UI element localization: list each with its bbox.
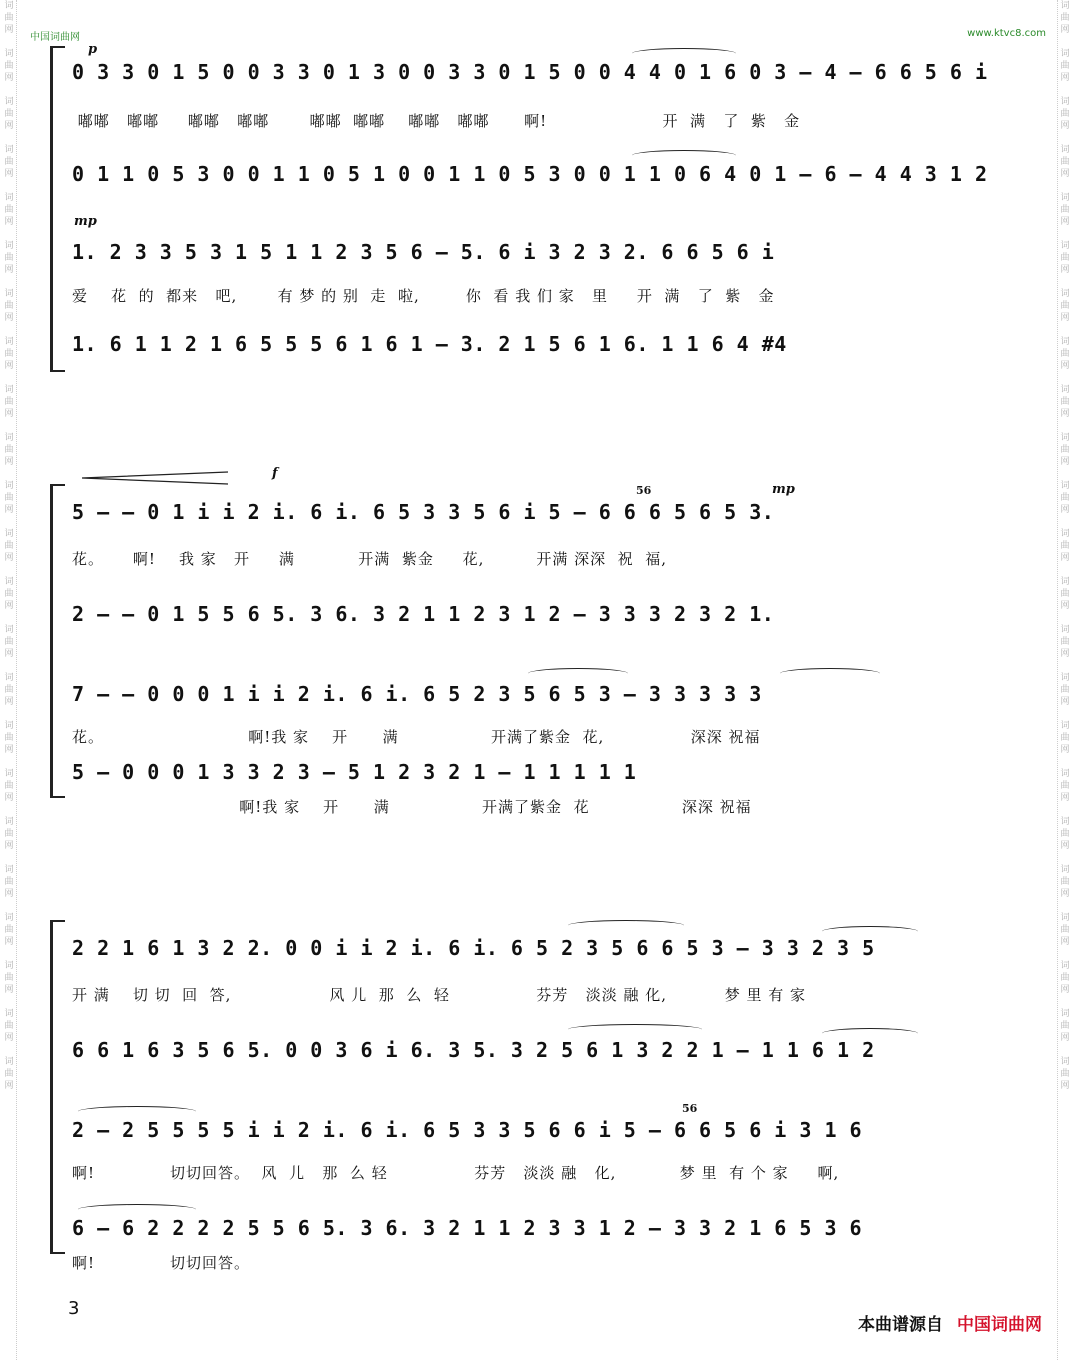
site-url-right[interactable]: www.ktvc8.com bbox=[967, 28, 1046, 39]
lyric-line: 啊! 切切回答。 风 儿 那 么 轻 芬芳 淡淡 融 化, 梦 里 有 个 家 啊, bbox=[72, 1164, 840, 1182]
staff-tenor-3 bbox=[72, 1118, 1017, 1154]
slur bbox=[632, 48, 736, 59]
staff-tenor-1 bbox=[72, 240, 1017, 276]
notation-line: 6 – 6 2 2 2 2 5 5 6 5. 3 6. 3 2 1 1 2 3 3 1 2 – 3 3 2 1 6 5 3 6 bbox=[72, 1216, 863, 1240]
notation-line: 5 – – 0 1 i i 2 i. 6 i. 6 5 3 3 5 6 i 5 – 6 6 6 5 6 5 3. bbox=[72, 500, 775, 524]
staff-bass-2 bbox=[72, 760, 1017, 796]
dynamic-marking: p bbox=[88, 42, 98, 57]
notation-line: 6 6 1 6 3 5 6 5. 0 0 3 6 i 6. 3 5. 3 2 5 6 1 3 2 2 1 – 1 1 6 1 2 bbox=[72, 1038, 875, 1062]
notation-line: 1. 2 3 3 5 3 1 5 1 1 2 3 5 6 – 5. 6 i 3 2 3 2. 6 6 5 6 i bbox=[72, 240, 775, 264]
lyric-line: 花。 啊!我 家 开 满 开满了紫金 花, 深深 祝福 bbox=[72, 728, 761, 746]
page-number: 3 bbox=[68, 1298, 80, 1319]
footer-site-link[interactable]: 中国词曲网 bbox=[957, 1315, 1042, 1335]
system-brace bbox=[50, 46, 53, 372]
grace-note: 56 bbox=[682, 1102, 698, 1115]
notation-line: 2 2 1 6 1 3 2 2. 0 0 i i 2 i. 6 i. 6 5 2 3 5 6 6 5 3 – 3 3 2 3 5 bbox=[72, 936, 875, 960]
staff-soprano-1 bbox=[72, 60, 1017, 96]
slur bbox=[78, 1106, 196, 1117]
notation-line: 0 3 3 0 1 5 0 0 3 3 0 1 3 0 0 3 3 0 1 5 0 0 4 4 0 1 6 0 3 – 4 – 6 6 5 6 i bbox=[72, 60, 988, 84]
lyric-line: 花。 啊! 我 家 开 满 开满 紫金 花, 开满 深深 祝 福, bbox=[72, 550, 667, 568]
slur bbox=[528, 668, 628, 679]
crescendo-hairpin bbox=[82, 470, 228, 486]
dynamic-marking: f bbox=[272, 466, 278, 481]
staff-bass-3 bbox=[72, 1216, 1017, 1252]
notation-line: 5 — 0 0 0 1 3 3 2 3 – 5 1 2 3 2 1 – 1 1 1 1 1 bbox=[72, 760, 637, 784]
staff-soprano-2 bbox=[72, 500, 1017, 536]
lyric-line: 爱 花 的 都来 吧, 有 梦 的 别 走 啦, 你 看 我 们 家 里 开 满 了 紫 金 bbox=[72, 287, 775, 305]
notation-line: 7 – – 0 0 0 1 i i 2 i. 6 i. 6 5 2 3 5 6 5 3 – 3 3 3 3 3 bbox=[72, 682, 762, 706]
footer-source-label: 本曲谱源自 bbox=[858, 1315, 943, 1335]
staff-bass-1 bbox=[72, 332, 1017, 368]
slur bbox=[632, 150, 736, 161]
staff-tenor-2 bbox=[72, 682, 1017, 718]
lyric-line: 啊!我 家 开 满 开满了紫金 花 深深 祝福 bbox=[72, 798, 752, 816]
slur bbox=[78, 1204, 196, 1215]
dynamic-marking: mp bbox=[772, 482, 795, 497]
notation-line: 0 1 1 0 5 3 0 0 1 1 0 5 1 0 0 1 1 0 5 3 0 0 1 1 0 6 4 0 1 – 6 – 4 4 3 1 2 bbox=[72, 162, 988, 186]
left-watermark-strip: 词 曲 网 词 曲 网 词 曲 网 词 曲 网 词 曲 网 词 曲 网 词 曲 网 词 曲 网 词 曲 网 词 曲 网 词 曲 网 词 曲 网 词 曲 网 词 曲 网 词 曲 网 词 曲 网 词 曲 网 词 曲 网 词 曲 网 词 曲 网 词 曲 网 词 曲 网 词 曲 网 bbox=[2, 0, 17, 1360]
slur bbox=[568, 920, 684, 931]
system-brace bbox=[50, 920, 53, 1254]
slur bbox=[780, 668, 880, 679]
lyric-line: 开 满 切 切 回 答, 风 儿 那 么 轻 芬芳 淡淡 融 化, 梦 里 有 家 bbox=[72, 986, 806, 1004]
slur bbox=[568, 1024, 702, 1035]
lyric-line: 嘟嘟 嘟嘟 嘟嘟 嘟嘟 嘟嘟 嘟嘟 嘟嘟 嘟嘟 啊! 开 满 了 紫 金 bbox=[72, 112, 801, 130]
lyric-line: 啊! 切切回答。 bbox=[72, 1254, 251, 1272]
staff-alto-3 bbox=[72, 1038, 1017, 1074]
site-logo-left[interactable]: 中国词曲网 bbox=[30, 32, 80, 43]
notation-line: 1. 6 1 1 2 1 6 5 5 5 6 1 6 1 – 3. 2 1 5 6 1 6. 1 1 6 4 #4 bbox=[72, 332, 787, 356]
notation-line: 2 – 2 5 5 5 5 i i 2 i. 6 i. 6 5 3 3 5 6 6 i 5 – 6 6 5 6 i 3 1 6 bbox=[72, 1118, 863, 1142]
staff-alto-1 bbox=[72, 162, 1017, 198]
dynamic-marking: mp bbox=[74, 214, 97, 229]
staff-alto-2 bbox=[72, 602, 1017, 638]
staff-soprano-3 bbox=[72, 936, 1017, 972]
footer-source bbox=[858, 1310, 1042, 1335]
notation-line: 2 – – 0 1 5 5 6 5. 3 6. 3 2 1 1 2 3 1 2 – 3 3 3 2 3 2 1. bbox=[72, 602, 775, 626]
right-watermark-strip: 词 曲 网 词 曲 网 词 曲 网 词 曲 网 词 曲 网 词 曲 网 词 曲 网 词 曲 网 词 曲 网 词 曲 网 词 曲 网 词 曲 网 词 曲 网 词 曲 网 词 曲 网 词 曲 网 词 曲 网 词 曲 网 词 曲 网 词 曲 网 词 曲 网 词 曲 网 词 曲 网 bbox=[1057, 0, 1072, 1360]
grace-note: 56 bbox=[636, 484, 652, 497]
system-brace bbox=[50, 484, 53, 798]
